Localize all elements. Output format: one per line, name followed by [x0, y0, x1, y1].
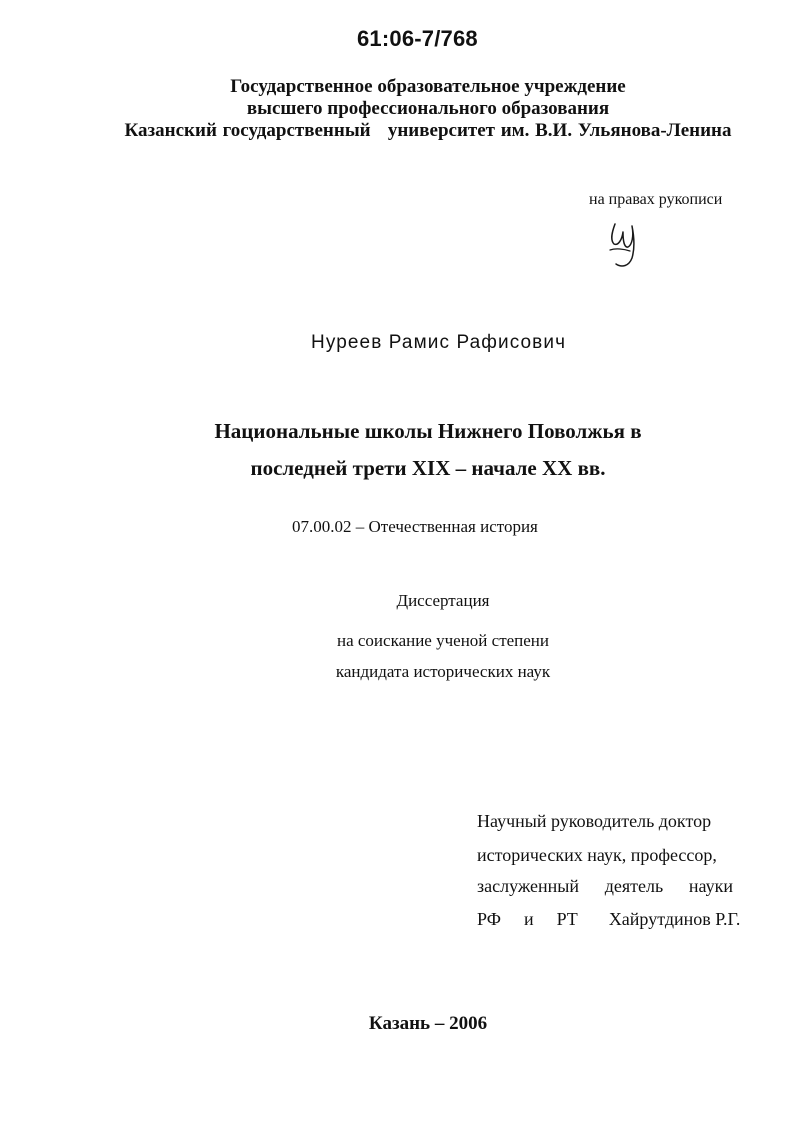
place-and-year: Казань – 2006: [368, 1013, 488, 1034]
supervisor-name: Хайрутдинов Р.Г.: [608, 909, 741, 929]
supervisor-word: РФ: [477, 909, 501, 929]
dissertation-title-line-1: Национальные школы Нижнего Поволжья в: [214, 419, 642, 443]
supervisor-line-3: [477, 876, 733, 897]
supervisor-word: РТ: [556, 909, 578, 929]
handwritten-signature: [606, 218, 640, 270]
supervisor-line-1: Научный руководитель доктор: [477, 811, 712, 831]
institution-line-3: Казанский государственный университет им. В.И. Ульянова-Ленина: [124, 120, 732, 141]
degree-line-1: на соискание ученой степени: [336, 631, 550, 650]
author-name: Нуреев Рамис Рафисович: [311, 332, 567, 353]
archive-stamp-number: 61:06-7/768: [357, 26, 478, 51]
supervisor-word: науки: [688, 876, 733, 896]
supervisor-word: и: [523, 909, 534, 929]
supervisor-line-4: [477, 909, 741, 930]
degree-line-2: кандидата исторических наук: [335, 662, 551, 681]
specialty-code: 07.00.02 – Отечественная история: [292, 517, 538, 536]
institution-line-1: Государственное образовательное учреждение: [230, 76, 626, 97]
supervisor-word: заслуженный: [477, 876, 580, 896]
rights-note: на правах рукописи: [589, 191, 723, 208]
institution-line-2: высшего профессионального образования: [246, 98, 610, 119]
dissertation-title-line-2: последней трети XIX – начале XX вв.: [250, 456, 606, 480]
supervisor-word: деятель: [604, 876, 664, 896]
supervisor-line-2: исторических наук, профессор,: [477, 845, 717, 865]
document-type: Диссертация: [396, 591, 490, 610]
